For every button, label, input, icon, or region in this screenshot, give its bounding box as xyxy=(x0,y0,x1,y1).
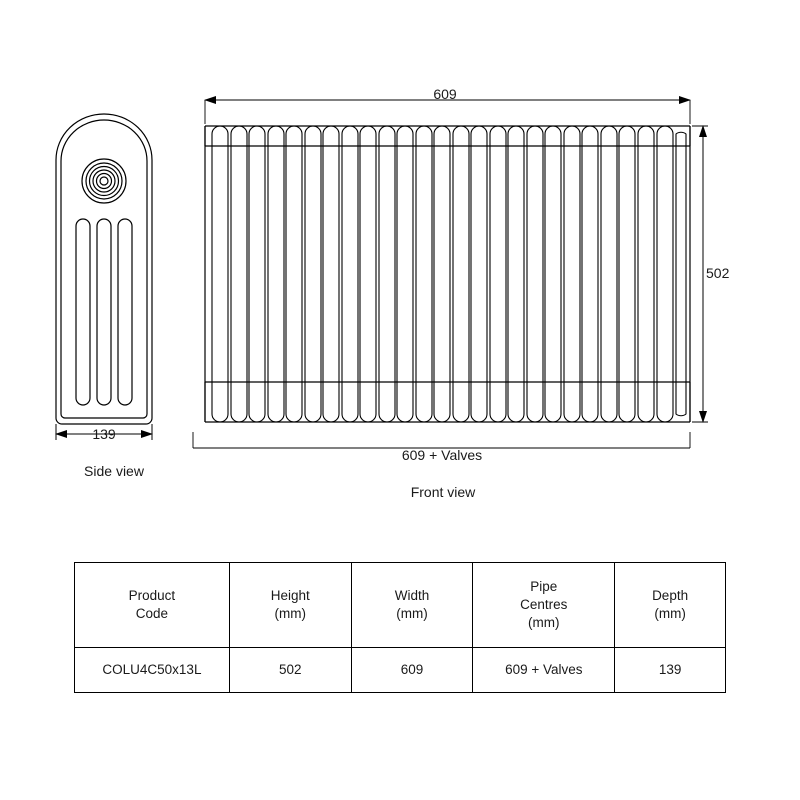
header-depth: Depth (mm) xyxy=(615,563,726,648)
side-view-depth-dimension-label: 139 xyxy=(92,426,116,442)
specification-table xyxy=(74,562,726,693)
cell-pipe-centres: 609 + Valves xyxy=(473,648,615,693)
header-pipe-centres: Pipe Centres (mm) xyxy=(473,563,615,648)
table-header-row xyxy=(75,563,726,648)
front-view-caption: Front view xyxy=(410,484,476,500)
front-view-pipe-centres-label: 609 + Valves xyxy=(401,447,483,463)
cell-height: 502 xyxy=(229,648,351,693)
side-view-drawing xyxy=(56,114,152,440)
table-row xyxy=(75,648,726,693)
cell-width: 609 xyxy=(351,648,473,693)
front-view-drawing xyxy=(193,100,708,448)
cell-depth: 139 xyxy=(615,648,726,693)
front-view-height-dimension-label: 502 xyxy=(706,265,730,281)
side-view-caption: Side view xyxy=(84,463,144,479)
cell-product-code: COLU4C50x13L xyxy=(75,648,230,693)
front-view-width-dimension-label: 609 xyxy=(433,86,457,102)
header-height: Height (mm) xyxy=(229,563,351,648)
header-product-code: Product Code xyxy=(75,563,230,648)
header-width: Width (mm) xyxy=(351,563,473,648)
